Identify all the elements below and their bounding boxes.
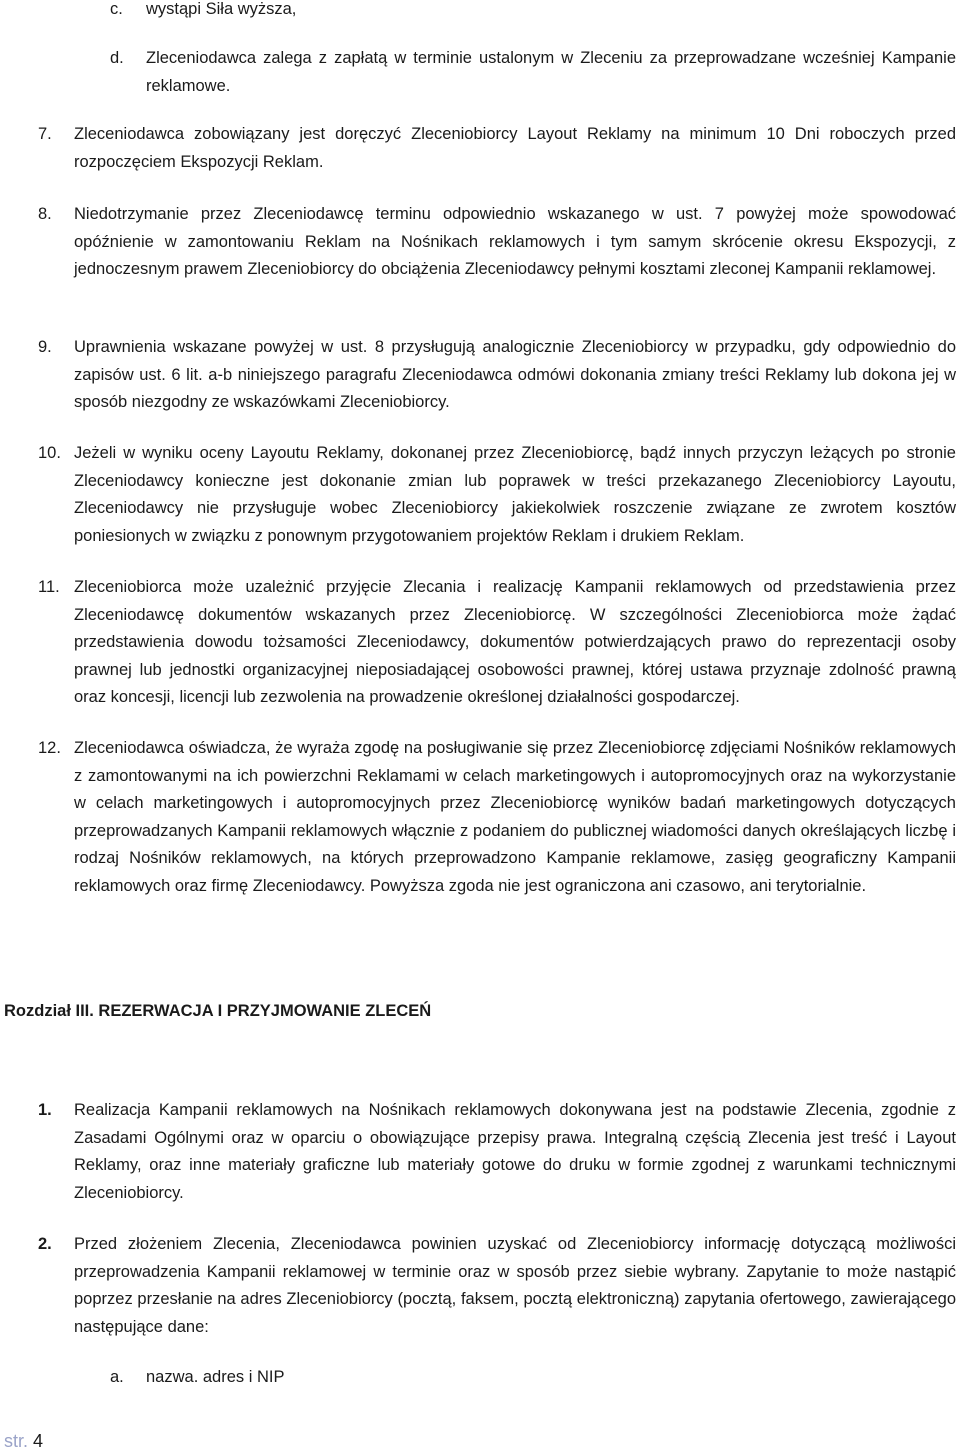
list-item-text: Zleceniodawca zobowiązany jest doręczyć Zleceniobiorcy Layout Reklamy na minimum 10 Dni roboczych przed rozpoczęciem Ekspozycji Reklam. <box>74 125 956 171</box>
item-label: 10. <box>38 444 61 462</box>
item-label: 8. <box>38 205 52 223</box>
item-label: 1. <box>38 1101 52 1119</box>
item-label: c. <box>110 0 123 18</box>
section-heading: Rozdział III. REZERWACJA I PRZYJMOWANIE ZLECEŃ <box>4 1002 432 1020</box>
page-number-value: 4 <box>33 1431 44 1451</box>
item-label: 9. <box>38 338 52 356</box>
item-label: a. <box>110 1368 124 1386</box>
page-number-prefix: str. <box>4 1431 29 1451</box>
item-label: d. <box>110 49 124 67</box>
item-label: 12. <box>38 739 61 757</box>
list-item-text: nazwa. adres i NIP <box>146 1368 285 1386</box>
list-item-text: Niedotrzymanie przez Zleceniodawcę terminu odpowiednio wskazanego w ust. 7 powyżej może spowodować opóźnienie w zamontowaniu Reklam na Nośnikach reklamowych i tym samym skrócenie okresu Ekspozycji, z jednoczesnym prawem Zleceniobiorcy do obciążenia Zleceniodawcy pełnymi kosztami zleconej Kampanii reklamowej. <box>74 205 956 279</box>
list-item-text: Zleceniodawca oświadcza, że wyraża zgodę na posługiwanie się przez Zleceniobiorcę zdjęciami Nośników reklamowych z zamontowanymi na ich powierzchni Reklamami w celach marketingowych i autopromocyjnych oraz na wykorzystanie w celach marketingowych i autopromocyjnych przez Zleceniobiorcę wyników badań marketingowych dotyczących przeprowadzanych Kampanii reklamowych włącznie z podaniem do publicznej wiadomości danych określających liczbę i rodzaj Nośników reklamowych, na których przeprowadzono Kampanie reklamowe, zasięg geograficzny Kampanii reklamowych oraz firmę Zleceniodawcy. Powyższa zgoda nie jest ograniczona ani czasowo, ani terytorialnie. <box>74 739 956 895</box>
list-item-text: Jeżeli w wyniku oceny Layoutu Reklamy, dokonanej przez Zleceniobiorcę, bądź innych przyczyn leżących po stronie Zleceniodawcy konieczne jest dokonanie zmian lub poprawek w treści przekazanego Zleceniobiorcy Layoutu, Zleceniodawcy nie przysługuje wobec Zleceniobiorcy jakiekolwiek roszczenie związane ze zwrotem kosztów poniesionych w związku z ponownym przygotowaniem projektów Reklam i drukiem Reklam. <box>74 444 956 545</box>
item-label: 2. <box>38 1235 52 1253</box>
list-item-text: Przed złożeniem Zlecenia, Zleceniodawca powinien uzyskać od Zleceniobiorcy informację dotyczącą możliwości przeprowadzenia Kampanii reklamowej w terminie oraz w sposób przez siebie wybrany. Zapytanie to może nastąpić poprzez przesłanie na adres Zleceniobiorcy (pocztą, faksem, pocztą elektroniczną) zapytania ofertowego, zawierającego następujące dane: <box>74 1235 956 1336</box>
list-item-text: Zleceniobiorca może uzależnić przyjęcie Zlecania i realizację Kampanii reklamowych od przedstawienia przez Zleceniodawcę dokumentów wskazanych przez Zleceniobiorcę. W szczególności Zleceniobiorca może żądać przedstawienia dowodu tożsamości Zleceniodawcy, dokumentów potwierdzających prawo do reprezentacji osoby prawnej lub jednostki organizacyjnej nieposiadającej osobowości prawnej, której ustawa przyznaje zdolność prawną oraz koncesji, licencji lub zezwolenia na prowadzenie określonej działalności gospodarczej. <box>74 578 956 707</box>
list-item-text: Realizacja Kampanii reklamowych na Nośnikach reklamowych dokonywana jest na podstawie Zlecenia, zgodnie z Zasadami Ogólnymi oraz w oparciu o obowiązujące przepisy prawa. Integralną częścią Zlecenia jest treść i Layout Reklamy, oraz inne materiały graficzne lub materiały gotowe do druku w formie zgodnej z warunkami technicznymi Zleceniobiorcy. <box>74 1101 956 1202</box>
list-item-text: Uprawnienia wskazane powyżej w ust. 8 przysługują analogicznie Zleceniobiorcy w przypadku, gdy odpowiednio do zapisów ust. 6 lit. a-b niniejszego paragrafu Zleceniodawca odmówi dokonania zmiany treści Reklamy lub dokona jej w sposób niezgodny ze wskazówkami Zleceniobiorcy. <box>74 338 956 412</box>
list-item-text: Zleceniodawca zalega z zapłatą w terminie ustalonym w Zleceniu za przeprowadzane wcześniej Kampanie reklamowe. <box>146 49 956 95</box>
item-label: 7. <box>38 125 52 143</box>
item-label: 11. <box>38 578 60 596</box>
page-number <box>4 1430 43 1452</box>
list-item-text: wystąpi Siła wyższa, <box>146 0 297 18</box>
